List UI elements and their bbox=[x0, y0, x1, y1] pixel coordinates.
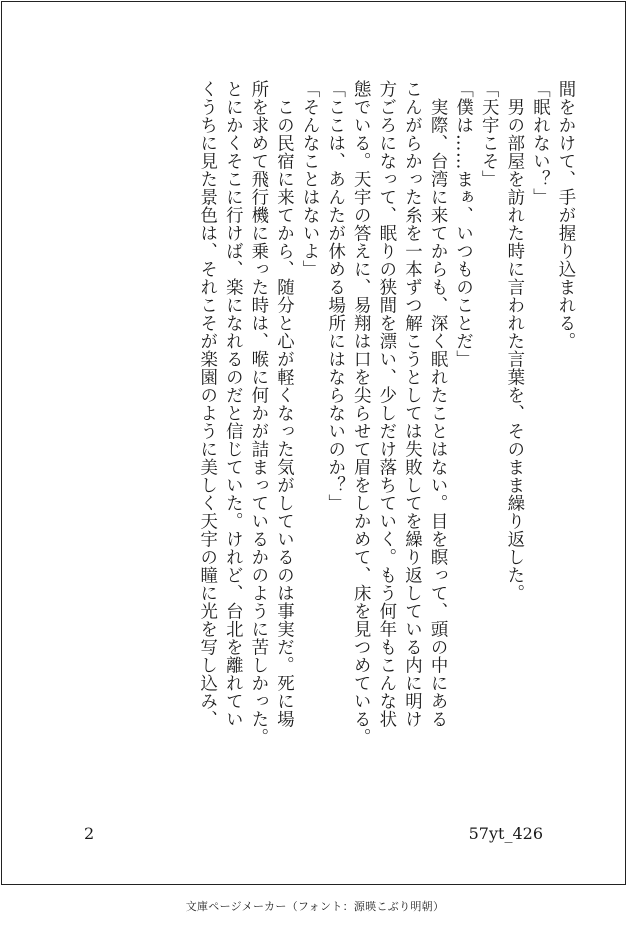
text-line: 「僕は……まぁ、いつものことだ」 bbox=[452, 80, 473, 368]
book-page bbox=[1, 1, 626, 885]
text-line: 「眠れない？」 bbox=[529, 80, 550, 206]
text-line: とにかくそこに行けば、楽になれるのだと信じていた。けれど、台北を離れてい bbox=[222, 80, 243, 728]
text-line: 男の部屋を訪れた時に言われた言葉を、そのまま繰り返した。 bbox=[503, 80, 524, 602]
text-line: この民宿に来てから、随分と心が軽くなった気がしているのは事実だ。死に場 bbox=[273, 80, 294, 728]
page-number: 2 bbox=[84, 824, 95, 843]
text-line: 態でいる。天宇の答えに、易翔は口を尖らせて眉をしかめて、床を見つめている。 bbox=[350, 80, 371, 746]
text-line: こんがらかった糸を一本ずつ解こうとしては失敗してを繰り返している内に明け bbox=[401, 80, 422, 728]
text-line: くうちに見た景色は、それこそが楽園のように美しく天宇の瞳に光を写し込み、 bbox=[196, 80, 217, 728]
text-line: 「そんなことはないよ」 bbox=[299, 80, 320, 278]
footer-credit: 文庫ページメーカー（フォント：源暎こぶり明朝） bbox=[185, 900, 445, 913]
text-line: 所を求めて飛行機に乗った時は、喉に何かが詰まっているかのように苦しかった。 bbox=[247, 80, 268, 746]
text-line: 間をかけて、手が握り込まれる。 bbox=[555, 80, 575, 350]
vertical-body-text bbox=[77, 80, 577, 800]
text-line: 方ごろになって、眠りの狭間を漂い、少しだけ落ちていく。もう何年もこんな状 bbox=[375, 80, 396, 728]
text-line: 実際、台湾に来てからも、深く眠れたことはない。目を瞑って、頭の中にある bbox=[427, 80, 448, 728]
text-line: 「ここは、あんたが休める場所にはならないのか？」 bbox=[324, 80, 345, 512]
book-id: 57yt_426 bbox=[468, 824, 543, 843]
text-line: 「天宇こそ」 bbox=[478, 80, 499, 188]
